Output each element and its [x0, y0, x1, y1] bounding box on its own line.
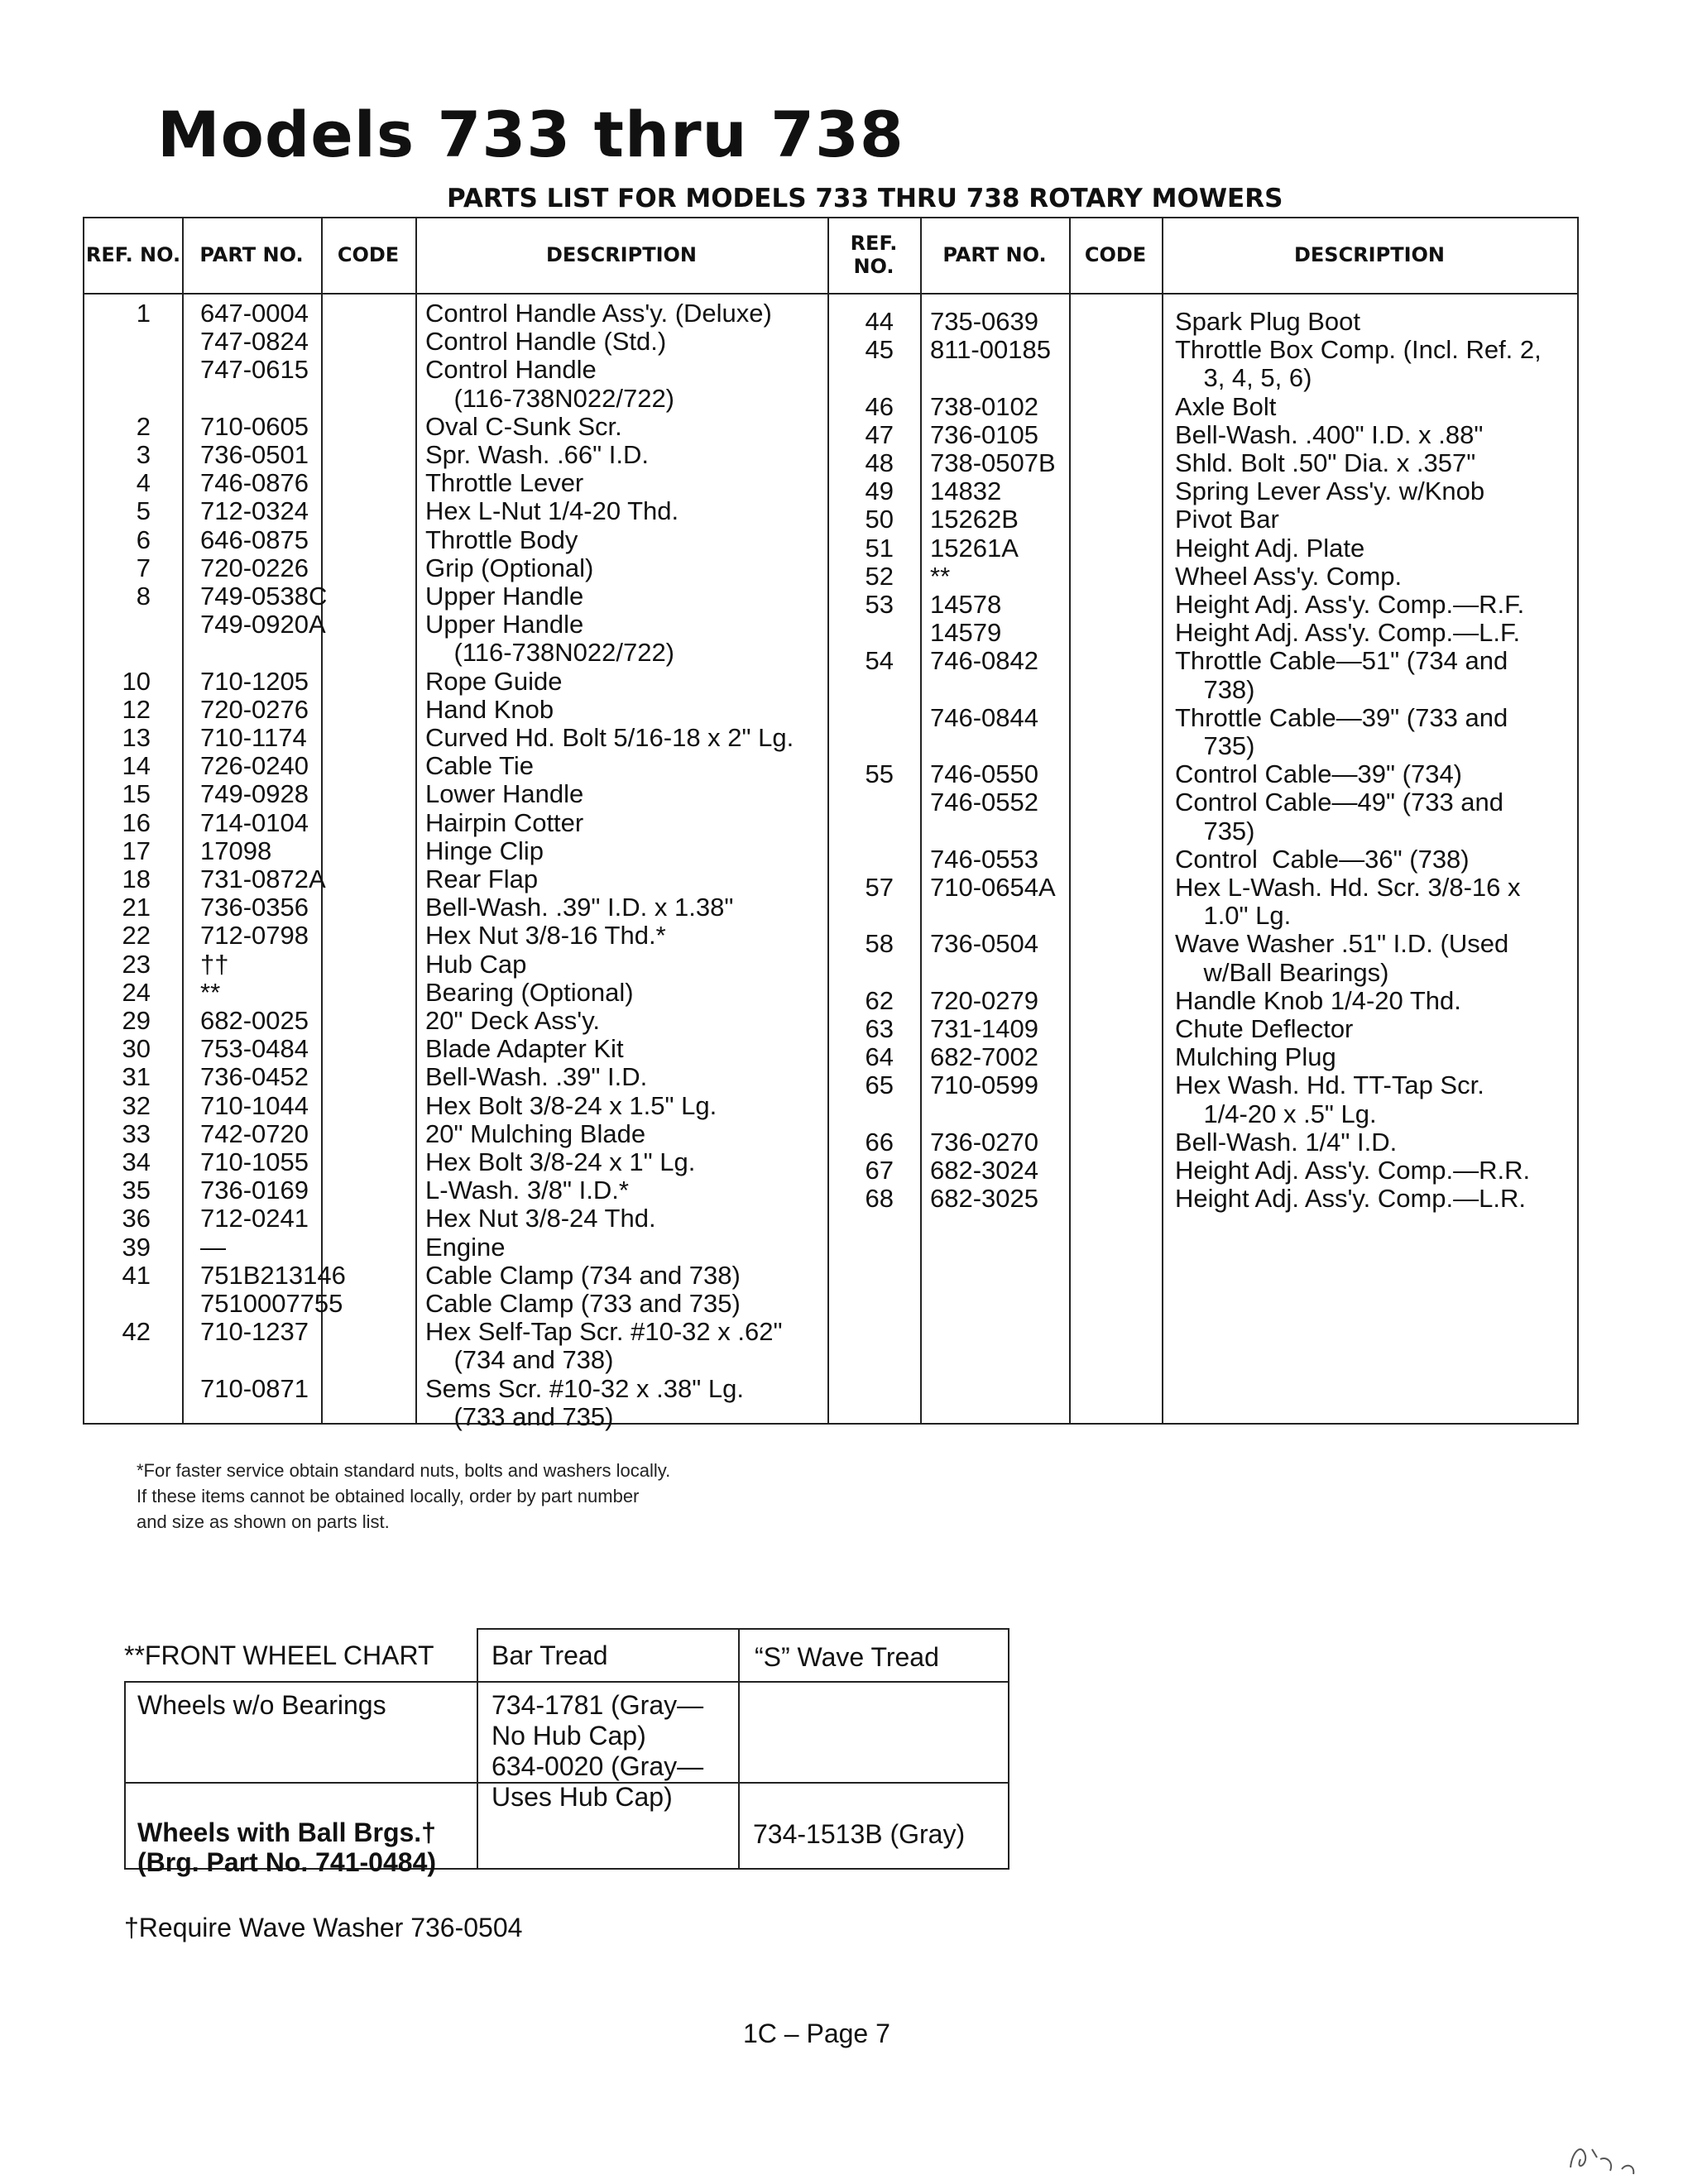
ref-number: 3: [136, 440, 151, 469]
ref-number: [827, 902, 894, 930]
part-number: 14578: [930, 590, 1002, 619]
part-description: Shld. Bolt .50" Dia. x .357": [1175, 448, 1476, 477]
part-description: Wheel Ass'y. Comp.: [1175, 561, 1403, 591]
part-number: 749-0928: [200, 779, 309, 809]
part-description: Wave Washer .51" I.D. (Used: [1175, 929, 1509, 959]
part-number: 710-0654A: [930, 873, 1056, 902]
ref-number: 13: [122, 723, 151, 752]
part-description: Hairpin Cotter: [425, 807, 584, 837]
part-description: Throttle Body: [425, 524, 578, 554]
ref-number: [827, 1100, 894, 1128]
part-description: Engine: [425, 1232, 506, 1262]
part-description: 735): [1175, 816, 1255, 845]
ref-number: 53: [865, 590, 894, 619]
part-description: Throttle Cable—51" (734 and: [1175, 646, 1508, 676]
part-description: (116-738N022/722): [425, 383, 675, 413]
ref-number: 62: [865, 985, 894, 1015]
part-number: 682-0025: [200, 1006, 309, 1035]
bar-tread-value: No Hub Cap): [492, 1721, 646, 1751]
part-number: **: [930, 561, 951, 591]
ref-number: 51: [865, 533, 894, 563]
part-description: Hex Self-Tap Scr. #10-32 x .62": [425, 1317, 783, 1347]
part-number: 14832: [930, 477, 1002, 506]
part-description: Height Adj. Plate: [1175, 533, 1365, 563]
header-description-right: DESCRIPTION: [1293, 243, 1445, 267]
part-description: Bearing (Optional): [425, 977, 634, 1007]
part-description: Hex L-Nut 1/4-20 Thd.: [425, 496, 679, 526]
part-number: 710-1055: [200, 1147, 309, 1176]
part-description: Control Handle: [425, 355, 597, 385]
part-number: 15261A: [930, 533, 1019, 563]
part-number: 746-0552: [930, 788, 1039, 817]
header-ref-right: REF. NO.: [850, 232, 898, 278]
ref-number: [827, 732, 894, 760]
part-number: 647-0004: [200, 299, 309, 328]
part-number: 710-1237: [200, 1317, 309, 1347]
part-description: (734 and 738): [425, 1345, 614, 1375]
ref-number: 5: [136, 496, 151, 526]
part-number: 736-0452: [200, 1062, 309, 1092]
part-number: 736-0270: [930, 1127, 1039, 1157]
part-number: 682-7002: [930, 1042, 1039, 1072]
ref-number: [827, 845, 894, 874]
ref-number: [827, 619, 894, 647]
ref-number: 32: [122, 1090, 151, 1120]
part-description: Height Adj. Ass'y. Comp.—L.R.: [1175, 1184, 1527, 1214]
ref-number: 52: [865, 561, 894, 591]
part-number: 682-3024: [930, 1156, 1039, 1185]
s-wave-tread-value: 734-1513B (Gray): [753, 1819, 966, 1849]
part-description: w/Ball Bearings): [1175, 957, 1389, 987]
ref-number: 49: [865, 477, 894, 506]
part-description: 3, 4, 5, 6): [1175, 363, 1312, 393]
part-number: 712-0798: [200, 921, 309, 951]
part-number: 742-0720: [200, 1118, 309, 1148]
ref-number: [84, 611, 151, 639]
part-number: 746-0876: [200, 468, 309, 498]
header-ref-left: REF. NO.: [85, 243, 181, 267]
part-number: 731-1409: [930, 1014, 1039, 1043]
part-description: Upper Handle: [425, 610, 584, 639]
part-number: 746-0842: [930, 646, 1039, 676]
part-number: 736-0501: [200, 440, 309, 469]
table-body: [84, 293, 1577, 1431]
note-line: *For faster service obtain standard nuts, bolts and washers locally.: [137, 1460, 671, 1481]
ref-number: 17: [122, 836, 151, 865]
wheel-chart-title: **FRONT WHEEL CHART: [124, 1640, 434, 1670]
part-number: 710-0871: [200, 1373, 309, 1403]
part-number: 738-0507B: [930, 448, 1056, 477]
handwritten-mark-icon: [1564, 2134, 1655, 2184]
ref-number: 58: [865, 929, 894, 959]
ref-number: 48: [865, 448, 894, 477]
part-description: Hand Knob: [425, 694, 554, 724]
part-description: Throttle Lever: [425, 468, 584, 498]
ref-number: [827, 817, 894, 845]
parts-list-subtitle: PARTS LIST FOR MODELS 733 THRU 738 ROTARY MOWERS: [447, 184, 1283, 213]
ref-number: [827, 959, 894, 987]
part-description: Mulching Plug: [1175, 1042, 1336, 1072]
part-description: Axle Bolt: [1175, 391, 1277, 421]
ref-number: 4: [136, 468, 151, 498]
page-number: 1C – Page 7: [743, 2019, 890, 2048]
ref-number: 47: [865, 419, 894, 449]
parts-table: [83, 217, 1579, 1431]
part-description: Bell-Wash. .39" I.D.: [425, 1062, 648, 1092]
ref-number: [827, 788, 894, 817]
part-description: Control Cable—49" (733 and: [1175, 788, 1504, 817]
part-description: L-Wash. 3/8" I.D.*: [425, 1176, 629, 1205]
part-description: Sems Scr. #10-32 x .38" Lg.: [425, 1373, 744, 1403]
part-description: Bell-Wash. .39" I.D. x 1.38": [425, 893, 734, 922]
part-number: ††: [200, 949, 229, 979]
part-description: Pivot Bar: [1175, 505, 1279, 534]
service-note: [137, 1458, 670, 1535]
part-description: Height Adj. Ass'y. Comp.—L.F.: [1175, 618, 1521, 648]
ref-number: 36: [122, 1204, 151, 1233]
header-description-left: DESCRIPTION: [545, 243, 697, 267]
part-description: Control Handle (Std.): [425, 327, 667, 357]
part-description: Hinge Clip: [425, 836, 544, 865]
ref-number: [84, 639, 151, 667]
wave-washer-footnote: †Require Wave Washer 736-0504: [124, 1913, 523, 1942]
part-number: 746-0553: [930, 844, 1039, 874]
part-number: 714-0104: [200, 807, 309, 837]
part-number: 712-0241: [200, 1204, 309, 1233]
ref-number: 66: [865, 1127, 894, 1157]
ref-number: [84, 1375, 151, 1403]
ref-number: 8: [136, 582, 151, 611]
part-description: Spring Lever Ass'y. w/Knob: [1175, 477, 1485, 506]
part-description: Cable Clamp (734 and 738): [425, 1260, 741, 1290]
part-number: 7510007755: [200, 1289, 343, 1318]
ref-number: [84, 1346, 151, 1374]
part-description: Hub Cap: [425, 949, 527, 979]
ref-number: [827, 676, 894, 704]
part-description: Hex Nut 3/8-24 Thd.: [425, 1204, 656, 1233]
part-description: (733 and 735): [425, 1401, 614, 1431]
ref-number: 7: [136, 553, 151, 582]
part-description: Bell-Wash. .400" I.D. x .88": [1175, 419, 1484, 449]
ref-number: [84, 328, 151, 356]
part-number: 646-0875: [200, 524, 309, 554]
ref-number: 1: [136, 299, 151, 328]
ref-number: 68: [865, 1184, 894, 1214]
part-number: 746-0844: [930, 702, 1039, 732]
ref-number: [84, 385, 151, 413]
ref-number: 45: [865, 335, 894, 365]
bearing-part-number-label: (Brg. Part No. 741-0484): [137, 1847, 437, 1877]
ref-number: [827, 364, 894, 392]
ref-number: 63: [865, 1014, 894, 1043]
part-number: 736-0356: [200, 893, 309, 922]
ref-number: 44: [865, 307, 894, 336]
part-number: 749-0538C: [200, 582, 328, 611]
page-title: Models 733 thru 738: [157, 98, 904, 171]
part-description: Hex Nut 3/8-16 Thd.*: [425, 921, 666, 951]
ref-number: 64: [865, 1042, 894, 1072]
part-number: 710-0605: [200, 411, 309, 441]
part-description: Chute Deflector: [1175, 1014, 1354, 1043]
ref-number: 24: [122, 977, 151, 1007]
part-description: Oval C-Sunk Scr.: [425, 411, 622, 441]
part-description: 735): [1175, 731, 1255, 760]
ref-number: 21: [122, 893, 151, 922]
ref-number: 15: [122, 779, 151, 809]
part-description: Hex L-Wash. Hd. Scr. 3/8-16 x: [1175, 873, 1521, 902]
ref-number: 46: [865, 391, 894, 421]
part-number: 14579: [930, 618, 1002, 648]
ref-number: 6: [136, 524, 151, 554]
note-line: If these items cannot be obtained locally, order by part number: [137, 1486, 640, 1506]
part-description: (116-738N022/722): [425, 638, 675, 668]
part-description: Handle Knob 1/4-20 Thd.: [1175, 985, 1461, 1015]
ref-number: 57: [865, 873, 894, 902]
ref-number: 34: [122, 1147, 151, 1176]
ref-number: 50: [865, 505, 894, 534]
note-line: and size as shown on parts list.: [137, 1511, 390, 1532]
part-number: 17098: [200, 836, 272, 865]
bar-tread-value: 734-1781 (Gray—: [492, 1690, 704, 1720]
part-number: —: [200, 1232, 226, 1262]
part-description: Spark Plug Boot: [1175, 307, 1361, 336]
part-description: Lower Handle: [425, 779, 584, 809]
part-number: 749-0920A: [200, 610, 326, 639]
bar-tread-value: 634-0020 (Gray—: [492, 1751, 704, 1781]
ref-number: 14: [122, 751, 151, 781]
chart-column-divider: [738, 1628, 740, 1870]
part-description: Hex Bolt 3/8-24 x 1" Lg.: [425, 1147, 696, 1176]
header-code-right: CODE: [1084, 243, 1147, 267]
ref-number: 42: [122, 1317, 151, 1347]
part-description: Bell-Wash. 1/4" I.D.: [1175, 1127, 1398, 1157]
part-description: Blade Adapter Kit: [425, 1034, 624, 1064]
part-description: Rope Guide: [425, 666, 563, 696]
wheels-with-ball-bearings-label: Wheels with Ball Brgs.†: [137, 1818, 436, 1847]
header-code-left: CODE: [337, 243, 400, 267]
ref-number: 41: [122, 1260, 151, 1290]
part-number: 731-0872A: [200, 864, 326, 893]
part-description: Upper Handle: [425, 582, 584, 611]
ref-number: 39: [122, 1232, 151, 1262]
part-description: 1/4-20 x .5" Lg.: [1175, 1099, 1377, 1128]
ref-number: 23: [122, 949, 151, 979]
ref-number: 10: [122, 666, 151, 696]
part-description: Spr. Wash. .66" I.D.: [425, 440, 650, 469]
wheels-without-bearings-label: Wheels w/o Bearings: [137, 1690, 386, 1720]
part-description: 1.0" Lg.: [1175, 901, 1292, 931]
part-number: 710-0599: [930, 1070, 1039, 1100]
part-number: 720-0226: [200, 553, 309, 582]
part-description: Height Adj. Ass'y. Comp.—R.F.: [1175, 590, 1525, 619]
part-number: 720-0279: [930, 985, 1039, 1015]
ref-number: [84, 1403, 151, 1431]
part-description: Throttle Box Comp. (Incl. Ref. 2,: [1175, 335, 1542, 365]
ref-number: [84, 356, 151, 384]
s-wave-tread-header: “S” Wave Tread: [755, 1642, 939, 1672]
bar-tread-header: Bar Tread: [492, 1640, 608, 1670]
ref-number: [84, 1290, 151, 1318]
part-description: Grip (Optional): [425, 553, 594, 582]
part-description: Rear Flap: [425, 864, 539, 893]
ref-number: 54: [865, 646, 894, 676]
part-number: 747-0615: [200, 355, 309, 385]
part-number: 736-0105: [930, 419, 1039, 449]
part-number: 753-0484: [200, 1034, 309, 1064]
part-number: 710-1044: [200, 1090, 309, 1120]
ref-number: 2: [136, 411, 151, 441]
part-number: 747-0824: [200, 327, 309, 357]
chart-column-divider: [477, 1628, 478, 1870]
part-description: Curved Hd. Bolt 5/16-18 x 2" Lg.: [425, 723, 794, 752]
ref-number: 18: [122, 864, 151, 893]
ref-number: 22: [122, 921, 151, 951]
ref-number: 65: [865, 1070, 894, 1100]
part-description: Control Cable—39" (734): [1175, 759, 1463, 789]
ref-number: 12: [122, 694, 151, 724]
header-part-left: PART NO.: [199, 243, 304, 267]
part-number: 720-0276: [200, 694, 309, 724]
part-number: 682-3025: [930, 1184, 1039, 1214]
part-number: 712-0324: [200, 496, 309, 526]
ref-number: 55: [865, 759, 894, 789]
part-number: 738-0102: [930, 391, 1039, 421]
part-description: Control Handle Ass'y. (Deluxe): [425, 299, 772, 328]
part-number: 726-0240: [200, 751, 309, 781]
part-number: 736-0169: [200, 1176, 309, 1205]
part-description: 738): [1175, 674, 1255, 704]
part-description: 20" Mulching Blade: [425, 1118, 646, 1148]
part-number: 746-0550: [930, 759, 1039, 789]
part-number: 710-1205: [200, 666, 309, 696]
ref-number: [827, 704, 894, 732]
header-part-right: PART NO.: [942, 243, 1047, 267]
bar-tread-value: Uses Hub Cap): [492, 1782, 673, 1812]
ref-number: 35: [122, 1176, 151, 1205]
ref-number: 67: [865, 1156, 894, 1185]
ref-number: 16: [122, 807, 151, 837]
part-number: 811-00185: [930, 335, 1051, 365]
ref-number: 29: [122, 1006, 151, 1035]
part-description: Control Cable—36" (738): [1175, 844, 1470, 874]
ref-number: 30: [122, 1034, 151, 1064]
part-number: **: [200, 977, 221, 1007]
part-description: Cable Clamp (733 and 735): [425, 1289, 741, 1318]
part-description: Throttle Cable—39" (733 and: [1175, 702, 1508, 732]
part-description: Height Adj. Ass'y. Comp.—R.R.: [1175, 1156, 1531, 1185]
part-number: 710-1174: [200, 723, 307, 752]
part-number: 15262B: [930, 505, 1019, 534]
ref-number: 31: [122, 1062, 151, 1092]
table-header: [84, 218, 1577, 295]
part-description: Hex Wash. Hd. TT-Tap Scr.: [1175, 1070, 1484, 1100]
part-description: Hex Bolt 3/8-24 x 1.5" Lg.: [425, 1090, 717, 1120]
ref-number: 33: [122, 1118, 151, 1148]
part-description: Cable Tie: [425, 751, 534, 781]
part-description: 20" Deck Ass'y.: [425, 1006, 601, 1035]
part-number: 736-0504: [930, 929, 1039, 959]
part-number: 751B213146: [200, 1260, 346, 1290]
front-wheel-chart: [124, 1628, 1009, 1893]
part-number: 735-0639: [930, 307, 1039, 336]
